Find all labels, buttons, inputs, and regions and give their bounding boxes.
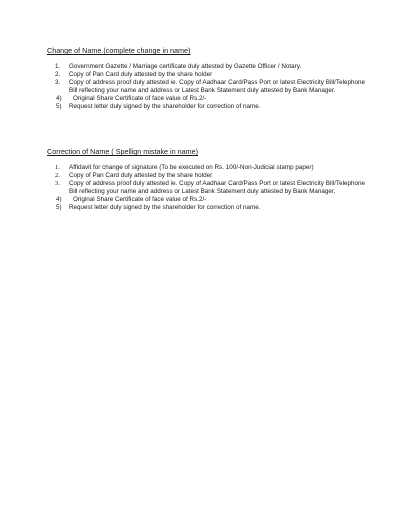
item-text: Request letter duly signed by the shareholder for correction of name.	[69, 203, 261, 211]
item-number: 2.	[55, 70, 61, 78]
item-number: 5)	[56, 203, 62, 211]
item-number: 3.	[55, 179, 60, 187]
item-text: Original Share Certificate of face value of Rs.2/-	[73, 195, 207, 203]
item-text: Original Share Certificate of face value of Rs.2/-	[73, 94, 207, 102]
section-heading: Correction of Name ( Spellign mistake in name)	[47, 147, 198, 156]
list-item	[47, 95, 365, 103]
item-number: 4)	[56, 94, 62, 102]
requirements-list	[47, 164, 365, 211]
item-text: Affidavit for change of signature (To be executed on Rs. 100/-Non-Judicial stamp paper)	[69, 164, 314, 171]
list-item	[47, 196, 365, 204]
list-item	[47, 79, 365, 95]
item-text: Government Gazette / Marriage certificate duly attested by Gazette Officer / Notary.	[69, 63, 302, 70]
item-text: Copy of address proof duly attested ie. Copy of Aadhaar Card/Pass Port or latest Electricity Bill/Telephone Bill reflecting your name and address or Latest Bank Statement duly attested by Bank Manager.	[69, 179, 365, 195]
list-item	[47, 71, 365, 79]
list-item	[47, 180, 365, 196]
item-text: Copy of address proof duly attested ie. Copy of Aadhaar Card/Pass Port or latest Electricity Bill/Telephone Bill reflecting your name and address or Latest Bank Statement duly attested by Bank Manager.	[69, 78, 365, 94]
correction-of-name-section	[47, 147, 365, 211]
change-of-name-section	[47, 46, 365, 110]
item-text: Request letter duly signed by the shareholder for correction of name.	[69, 102, 261, 110]
list-item	[47, 164, 365, 172]
item-number: 2.	[55, 171, 60, 179]
item-text: Copy of Pan Card duly attested by the share holder	[69, 70, 213, 78]
list-item	[47, 204, 365, 212]
item-number: 5)	[56, 102, 62, 110]
item-number: 1.	[55, 63, 61, 70]
list-item	[47, 103, 365, 111]
requirements-list	[47, 63, 365, 110]
item-text: Copy of Pan Card duly attested by the share holder	[69, 171, 213, 179]
item-number: 3.	[55, 78, 61, 86]
item-number: 4)	[56, 195, 62, 203]
section-heading: Change of Name.(complete change in name)	[47, 46, 191, 55]
list-item	[47, 172, 365, 180]
list-item	[47, 63, 365, 71]
item-number: 1.	[55, 164, 60, 171]
